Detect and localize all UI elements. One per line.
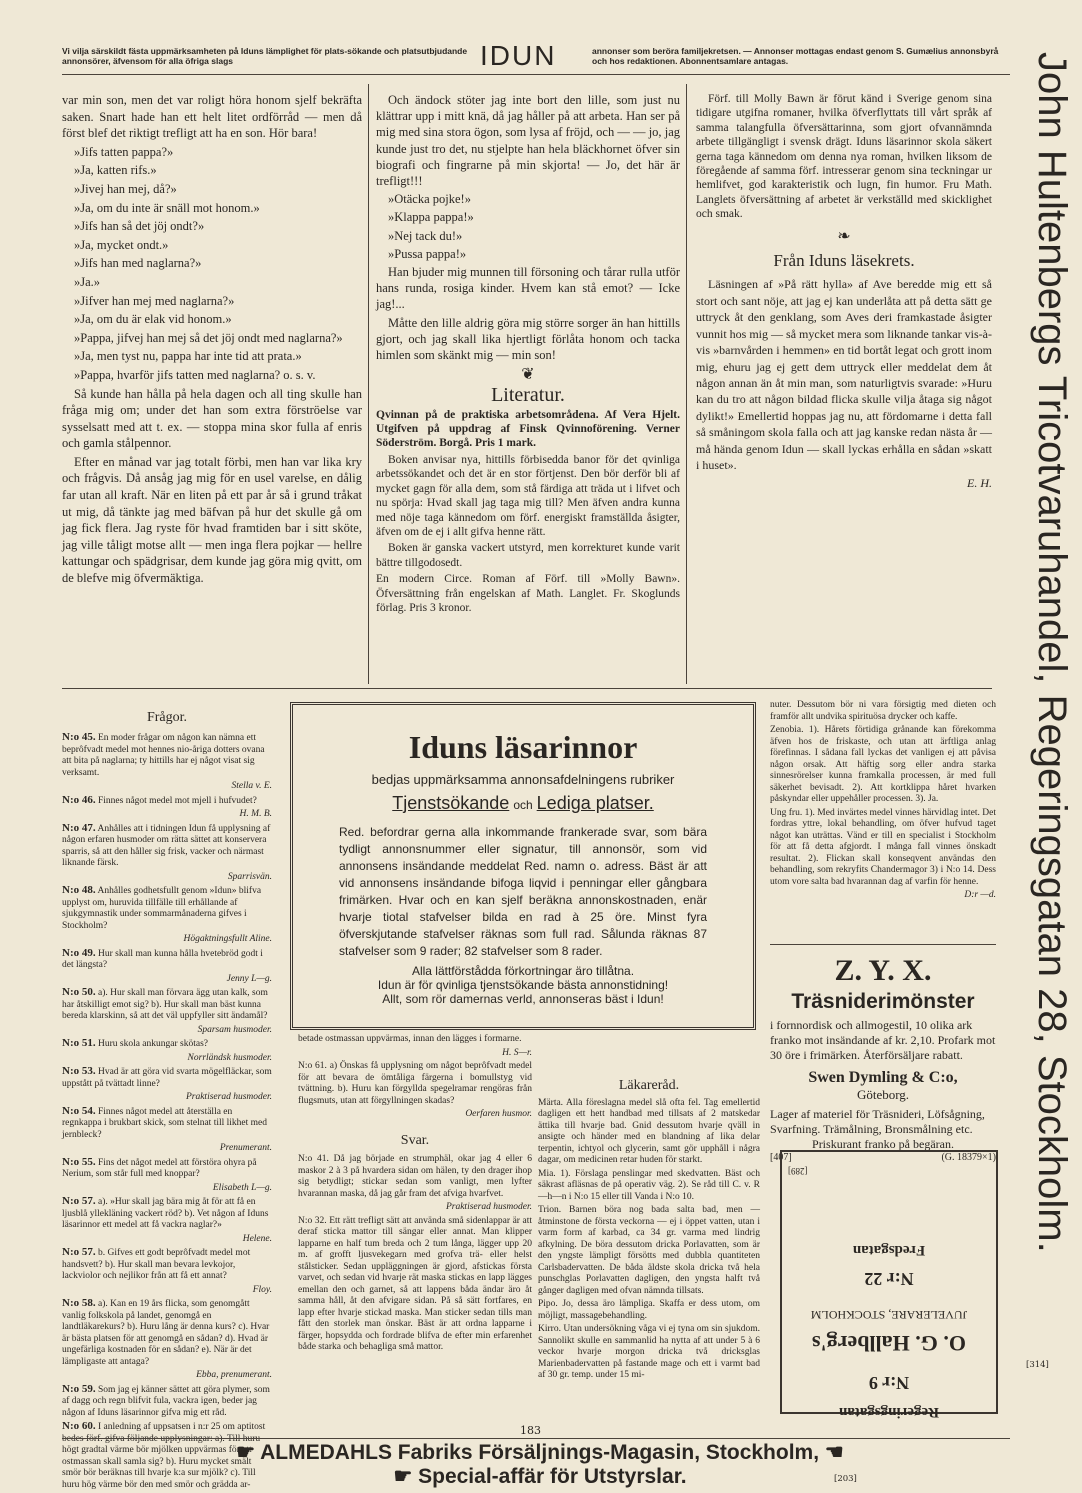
fragor-item-text: Fins det något medel att förstöra ohyra på Nerium, som står full med knoppar? bbox=[62, 1157, 257, 1179]
fragor-item bbox=[62, 987, 272, 1023]
zyx-advertisement bbox=[770, 954, 996, 1163]
story-p0: var min son, men det var roligt höra honom sjelf bekräfta saken. Snart hade han ett helt litet ordförråd — men då först blef det riktigt trefligt att ha en son. Hör bara! bbox=[62, 93, 362, 141]
lakare-item-1: Mia. 1). Förslaga penslingar med skedvatten. Bäst och säkrast afläsnas de på operativ väg. 2). Se råd till C. v. R—h—n i N:o 15 eller till Vanda i N:o 10. bbox=[538, 1168, 760, 1202]
footer-line1 bbox=[140, 1440, 940, 1465]
fragor-item-signature: Jenny L—g. bbox=[226, 973, 272, 984]
fragor-item-number: N:o 59. bbox=[62, 1382, 96, 1395]
fragor-item-number: N:o 48. bbox=[62, 884, 96, 896]
footer-ref: [203] bbox=[834, 1474, 857, 1484]
story-p9: »Jifver han mej med naglarna?» bbox=[74, 293, 235, 308]
story-p15: Efter en månad var jag totalt förbi, men han var lika kry och frågvis. Då ansåg jag mig för en usel varelse, en dålig far utan all kraft. När en liten på ett par år så i grund tråkat ut mig, då tänkte jag med bäfvan på hur det skulle gå om jag fick flera. Jag ryste för hvad framtiden bar i sitt sköte, jag ville tåligt motse allt — men inga flera pojkar — hellre kattungar och spädgrisar, dem kunde jag göra mig qvitt, om de blefve mig öfvermäktiga. bbox=[62, 454, 362, 586]
header-rule bbox=[62, 74, 1010, 75]
ad-box-subtitle: bedjas uppmärksamma annonsafdelningens rubriker bbox=[371, 772, 675, 787]
stamp-no2: N:r 9 bbox=[868, 1373, 910, 1393]
fragor-item-signature: Högaktningsfullt Aline. bbox=[183, 934, 272, 944]
right-column-bottom bbox=[770, 700, 996, 904]
zyx-rule bbox=[770, 944, 996, 945]
story2-column bbox=[376, 92, 680, 617]
story-p8: »Ja.» bbox=[74, 274, 101, 289]
fragor-item bbox=[62, 1384, 272, 1420]
hand-icon-right: ☚ bbox=[819, 1441, 844, 1464]
story-p7: »Jifs han med naglarna?» bbox=[74, 256, 202, 271]
column-rule-1 bbox=[368, 84, 369, 684]
svar-no61-sign: Oerfaren husmor. bbox=[465, 1109, 532, 1119]
fragor-column bbox=[62, 710, 272, 1493]
stamp-name: O. G. Hallberg's bbox=[812, 1331, 966, 1356]
footer-line2-text: Special-affär för Utstyrslar. bbox=[418, 1465, 687, 1488]
fragor-item bbox=[62, 1038, 272, 1051]
fragor-item-text: Huru skola ankungar skötas? bbox=[97, 1039, 208, 1049]
svar-no61: N:o 61. a) Önskas få upplysning om något beprôfvadt medel för att bevara de ömtåliga färgerna i bomullstyg vid tvättning. b). Huru kan förgyllda spegelramar rengöras från flugsmuts, utan att förgyllningen skadas? bbox=[298, 1061, 532, 1106]
header-right: annonser som beröra familjekretsen. — Annonser mottagas endast genom S. Gumælius annonsbyrå och hos redaktionen. Abonnentsamlare antagas. bbox=[592, 46, 999, 66]
rc-zenobia: Zenobia. 1). Hårets förtidiga grånande kan förekomma äfven hos de friskaste, och utan att ärftliga anlag förefinnas. I sådana fall lyckas det vanligen ej att påvisa någon orsak. Att häftig sorg eller andra starka sinnesrörelser kunna framkalla processen, är med full säkerhet bevisadt. 2). Att kortklippa håret hvarken påskyndar eller uppehåller processen. 3). Ja. bbox=[770, 725, 996, 804]
fragor-item bbox=[62, 1106, 272, 1142]
story2-p0: Och ändock stöter jag inte bort den lille, som just nu klättrar upp i mitt knä, då jag håller på att arbeta. Han ser på mig med sina stora ögon, som lysa af fröjd, och — — jo, jag kunde just tro det, nu stjelpte han hela bläckhornet öfver sin biografi och fingrarne på min skjorta! — Jo, det här är trefligt!!! bbox=[376, 93, 680, 189]
fragor-item-text: Anhålles godhetsfullt genom »Idun» blifva upplyst om, huruvida tillfälle till erhållande af sjukgymnastik under sommarmånaderna gifves i Stockholm? bbox=[62, 886, 262, 931]
fragor-item-text: a). »Hur skall jag bära mig åt för att få en ljusblå yllekläning vackert röd? b). Vet någon af Iduns läsarinnor ett medel att få vackra naglar?» bbox=[62, 1197, 269, 1230]
zyx-title: Z. Y. X. bbox=[834, 954, 932, 987]
lakare-item-4: Kirro. Utan undersökning våga vi ej tyna om sin sjukdom. Sannolikt skulle en sammanlid ha nytta af att under 5 à 6 veckor hvarje morgon dricka två dricksglas Marienbadervatten på fastande mage och ett i varmt bad af 30 gr. temp. under 15 mi- bbox=[538, 1324, 760, 1380]
zyx-ref1: [407] bbox=[770, 1152, 792, 1163]
fragor-item bbox=[62, 1157, 272, 1181]
fragor-item-number: N:o 58. bbox=[62, 1297, 96, 1309]
fragor-item bbox=[62, 732, 272, 779]
zyx-price: Priskurant franko på begäran. bbox=[812, 1137, 954, 1151]
story-p6: »Ja, mycket ondt.» bbox=[74, 237, 169, 252]
story2-p3: »Nej tack du!» bbox=[388, 228, 463, 243]
fragor-item-signature: Helene. bbox=[242, 1233, 272, 1244]
story-p11: »Pappa, jifvej han mej så det jöj ondt med naglarna?» bbox=[74, 330, 343, 345]
vertical-advertisement bbox=[1030, 52, 1074, 1253]
fragor-item bbox=[62, 795, 272, 808]
story-p14: Så kunde han hålla på hela dagen och all ting skulle han fråga mig om; under det han som extra förströelse var sysselsatt med att t. ex. — stoppa mina skor fulla af enris och gamla stålpennor. bbox=[62, 386, 362, 451]
fragor-title: Frågor. bbox=[146, 710, 188, 725]
svar-no32: N:o 32. Ett rätt trefligt sätt att använda små sidenlappar är att deraf sticka mattor till sängar eller annat. Man klipper lapparne en half tum breda och 2 tum långa, lägger upp 20 m. af grofft ljusvekegarn med grofva trä- eller helst stålsticker. Sedan uppläggningen är gjord, afstickas första varvet, och sedan vid hvarje rät maska stickas en lapp lägges emellan den och garnet, så att lappens båda ändar äro åt samma håll, åt den afvigare sidan. På så sätt fortfares, en lapp efter hvarje stickad maska. Man sticker sedan tills man fått den storlek man önskar. Bäst är att ordna lapparne i färger, hopsydda och fordrade blifva de efter min erfarenhet både starka och behagliga små mattor. bbox=[298, 1215, 532, 1352]
fragor-item-number: N:o 50. bbox=[62, 986, 96, 998]
fragor-item-text: Hur skall man kunna hålla hvetebröd godt i det längsta? bbox=[62, 948, 263, 970]
rubric-lediga-platser: Lediga platser. bbox=[536, 793, 654, 813]
fragor-item-number: N:o 47. bbox=[62, 821, 96, 834]
svar-no41-sign: Praktiserad husmoder. bbox=[445, 1202, 532, 1212]
column-rule-2 bbox=[686, 84, 687, 684]
story-p5: »Jifs han så det jöj ondt?» bbox=[74, 219, 205, 234]
secret-body: Läsningen af »På rätt hylla» af Ave beredde mig ett så stort och sant nöje, att jag ej kan underlåta att på detta sätt ge uttryck åt den genklang, som Aves deri framkastade åsigter vunnit hos mig — så mycket mera som liknande tankar vis-à-vis »barnvården i hemmen» en tid bortåt legat och grott inom mig, ehuru jag ej gett dem uttryck eller meddelat dem åt någon annan än åt min man, som naturligtvis svarade: »Huru kan du tro att någon bildad flicka skulle vilja åtaga sig något dylikt!» Emellertid hoppas jag nu, att fördomarne i detta fall så småningom skola falla och att jag kanske redan nästa år — må hända genom Idun — skall lyckas erhålla en sådan »skatt i huset». bbox=[696, 277, 992, 472]
story-p2: »Ja, katten rifs.» bbox=[74, 163, 157, 178]
ad-box-line3: Idun är för qvinliga tjenstsökande bästa annonstidning! bbox=[377, 978, 669, 992]
stamp-top: Regeringsgatan bbox=[839, 1404, 939, 1420]
fragor-item-signature: Elisabeth L—g. bbox=[212, 1182, 272, 1193]
fragor-item-text: I anledning af uppsatsen i n:r 25 om aptitost bedes förf. gifva följande upplysningar: a). Till huru högt gradtal värme bör mjölken uppvärmas för att ostmassan skall samla sig? b). Huru mycket smält smör bör beräknas till hvarje k:a sur mjölk? c). Till huru hög värme bör den med smör och grädda ar- bbox=[62, 1422, 266, 1490]
story-p12: »Ja, men tyst nu, pappa har inte tid att prata.» bbox=[74, 349, 302, 364]
svar-no41: N:o 41. Då jag började en strumphäl, okar jag 4 eller 6 maskor 2 à 3 på hvardera sidan om hälen, ty den drager ihop sig betydligt; stickar sedan som vanligt, men lyfter hvarannan maska, då jag går fram det afviga hvarfvet. bbox=[298, 1154, 532, 1199]
story2-p6: Måtte den lille aldrig göra mig större sorger än han hittills gjort, och jag skall lika hjertligt förlåta honom och tacka himlen som skänkt mig — min son! bbox=[376, 315, 680, 363]
fragor-item bbox=[62, 1247, 272, 1283]
story-p10: »Ja, om du är elak vid honom.» bbox=[74, 312, 232, 327]
fragor-item-number: N:o 46. bbox=[62, 793, 96, 806]
lakare-item-0: Märta. Alla föreslagna medel slå ofta fel. Tag emellertid dagligen ett hett handbad med tillsats af 2 matskedar ättika till hvarje bad. Gnid dessutom hvarje qväll in ansigte och händer med en blandning af lika delar terpentin, ichtyol och glycerin, samt gör upphåll i några dagar, om medicinen retar huden för starkt. bbox=[538, 1097, 760, 1165]
zyx-heading: Träsniderimönster bbox=[791, 990, 975, 1013]
hallberg-stamp-ad bbox=[780, 1150, 998, 1420]
ad-box-line2: Alla lättförstådda förkortningar äro tillåtna. bbox=[411, 964, 635, 978]
fragor-item-number: N:o 57. bbox=[62, 1195, 96, 1207]
iduns-lasarinnor-box bbox=[290, 702, 756, 1030]
fragor-item-signature: Praktiserad husmoder. bbox=[185, 1092, 272, 1102]
mid-rule bbox=[62, 688, 992, 689]
molly-bawn-text: Förf. till Molly Bawn är förut känd i Sverige genom sina tidigare utgifna romaner, hvilka öfverflyttats till vårt språk af samma talangfulla öfversättarinna, som gjort ofvannämnda arbete tillgängligt i svensk drägt. Iduns läsarinnor skola säkert gerna taga kännedom om denna nya roman, hvilken liksom de föregående af samma förf. intresserar genom sina teckningar ur hemlifvet, god karakteristik och lugn, fin humor. Fru Math. Langlets öfversättning af arbetet är verkställd med skicklighet och smak. bbox=[696, 93, 992, 221]
svar-column bbox=[298, 1034, 532, 1356]
story2-p5: Han bjuder mig munnen till försoning och tårar rulla utför hans runda, rosiga kinder. Hvem kan stå emot? — Icke jag!... bbox=[376, 265, 680, 312]
literature-item-3: En modern Circe. Roman af Förf. till »Molly Bawn». Öfversättning från engelskan af Math. Langlet. Fr. Skoglunds förlag. Pris 3 kronor. bbox=[376, 573, 680, 614]
story-column bbox=[62, 92, 362, 589]
zyx-text: i fornnordisk och allmogestil, 10 olika ark franko mot insändande af kr. 2,10. Profark mot 30 öre i frimärken. Återförsäljare rabatt. bbox=[770, 1018, 996, 1062]
fragor-item-signature: Norrländsk husmoder. bbox=[187, 1052, 272, 1063]
literature-item-1: Boken anvisar nya, hittills förbisedda banor för det qvinliga arbetssökandet och det är en stor förtjenst. Den bör derför bli af mycket gagn för alla dem, som stå färdiga att träda ut i lifvet och nu spörja: Hvad skall jag taga mig till? Men äfven andra kunna med nöje taga kännedom om förf. energiskt framställda åsigter, äfven om de ej i allt gifva henne rätt. bbox=[376, 453, 680, 538]
fragor-item-text: a). Kan en 19 års flicka, som genomgått vanlig folkskola på landet, genomgå en landtläkarekurs? b). Huru lång är denna kurs? c). Hvar är bästa platsen för att genomgå en sådan? d). Hvad är ungefärliga kostnaden för en sådan? e). När är det lämpligaste att antaga? bbox=[62, 1299, 270, 1367]
literature-item-0: Qvinnan på de praktiska arbetsområdena. Af Vera Hjelt. Utgifven på uppdrag af Finsk Qvinnoförening. Verner Söderström. Borgå. Pris 1 mark. bbox=[376, 408, 680, 450]
right-column-top bbox=[696, 92, 992, 492]
fragor-item-text: Finnes något medel att återställa en regnkappa i brukbart skick, som stelnat till likhet med jernbleck? bbox=[62, 1106, 267, 1140]
footer-rule bbox=[62, 1438, 1010, 1439]
ornament-leaf: ❧ bbox=[837, 227, 851, 245]
page-number: 183 bbox=[520, 1424, 541, 1437]
story2-p4: »Pussa pappa!» bbox=[388, 246, 467, 261]
vertical-ad-ref: [314] bbox=[1026, 1360, 1049, 1370]
footer-line2 bbox=[180, 1464, 900, 1489]
fragor-item-text: Anhålles att i tidningen Idun få upplysning af någon erfaren husmoder om rätta sättet att konservera sparris, så att den håller sig frisk, vacker och närmast liknande färsk. bbox=[62, 823, 271, 868]
fragor-item-signature: Stella v. E. bbox=[231, 781, 272, 791]
fragor-item bbox=[62, 1196, 272, 1232]
svar-pre: betade ostmassan uppvärmas, innan den lägges i formarne. bbox=[298, 1034, 522, 1044]
fragor-item bbox=[62, 1066, 272, 1090]
zyx-ref2: (G. 18379×1) bbox=[941, 1152, 996, 1163]
fragor-item-number: N:o 54. bbox=[62, 1104, 96, 1117]
fragor-item-number: N:o 57. bbox=[62, 1246, 96, 1258]
ad-box-title: Iduns läsarinnor bbox=[408, 729, 638, 765]
fragor-item-signature: Ebba, prenumerant. bbox=[196, 1370, 272, 1380]
svar-pre-sign: H. S—r. bbox=[502, 1047, 532, 1058]
fragor-item-text: Som jag ej känner sättet att göra plymer, som af dagg och regn blifvit fula, vackra igen, beder jag någon af Iduns läsarinnor gifva mig ett råd. bbox=[62, 1384, 270, 1418]
rc-sign: D:r —d. bbox=[964, 890, 996, 900]
lakare-item-2: Trion. Barnen böra nog bada salta bad, men — åtminstone de första veckorna — ej i öppet vatten, utan i varm form af karbad, ca 34 gr. varma med lindrig afkylning. De böra dessutom dricka Porlavatten, som är den yngste lämpligt försötts med dubbla quantiteten Carlsbadervatten. De båda äldste skola dricka två hela punschglas Porlavatten dagligen, den yngsta halft två gånger dagligen med ofvan nämnda tillsats. bbox=[538, 1205, 760, 1296]
fragor-item-signature: Sparrisvän. bbox=[227, 871, 272, 882]
fragor-item-number: N:o 49. bbox=[62, 946, 96, 959]
rc-text: nuter. Dessutom bör ni vara försigtig med dieten och framför allt undvika spirituösa drycker och kaffe. bbox=[770, 700, 996, 722]
stamp-bottom: Fredsgatan bbox=[852, 1242, 926, 1258]
zyx-city: Göteborg. bbox=[856, 1087, 910, 1102]
literature-item-2: Boken är ganska vackert utstyrd, men korrekturet kunde varit bättre tillgodosedt. bbox=[376, 542, 680, 569]
fragor-item-number: N:o 51. bbox=[62, 1037, 96, 1049]
rubric-tjenstsokande: Tjenstsökande bbox=[392, 793, 510, 813]
footer-line1-text: ALMEDAHLS Fabriks Försäljnings-Magasin, Stockholm, bbox=[260, 1441, 820, 1464]
fragor-item-number: N:o 45. bbox=[62, 731, 96, 743]
fragor-item-text: En moder frågar om någon kan nämna ett beprôfvadt medel mot hennes nio-åriga dotters ovana att bita på naglarna; ty hittills har ej något visat sig verksamt. bbox=[62, 733, 265, 778]
story-p3: »Jivej han mej, då?» bbox=[74, 181, 177, 196]
story2-p1: »Otäcka pojke!» bbox=[388, 192, 471, 207]
fragor-item-signature: Floy. bbox=[252, 1284, 272, 1295]
fragor-item-signature: Sparsam husmoder. bbox=[197, 1024, 272, 1035]
header-left: Vi vilja särskildt fästa uppmärksamheten på Iduns lämplighet för plats-sökande och platsutbjudande annonsörer, äfvensom för alla öfriga slags bbox=[62, 46, 468, 66]
stamp-trade: JUVELERARE, STOCKHOLM bbox=[810, 1308, 968, 1322]
fragor-item bbox=[62, 1298, 272, 1368]
fragor-item-text: a). Hur skall man förvara ägg utan kalk, som har åtskilligt emot sig? b). Hur skall man bäst kunna bereda klarskinn, så att det väl uppfyller sitt ändamål? bbox=[62, 988, 268, 1021]
story-p4: »Ja, om du inte är snäll mot honom.» bbox=[74, 200, 260, 215]
fragor-item-signature: Prenumerant. bbox=[219, 1143, 272, 1153]
fragor-item-number: N:o 55. bbox=[62, 1155, 96, 1168]
fragor-item-text: Hvad är att göra vid svarta mögelfläckar, som uppstått på tvättadt linne? bbox=[62, 1067, 272, 1089]
fragor-item-text: b. Gifves ett godt beprôfvadt medel mot handsvett? b). Hur skall man bevara levkojor, lackviolor och nejlikor från att få ett annat? bbox=[62, 1248, 251, 1281]
vertical-ad-text: John Hultenbergs Tricotvaruhandel, Regeringsgatan 28, Stockholm. bbox=[1030, 52, 1074, 1253]
ornament-divider: ❦ bbox=[521, 366, 535, 384]
hand-icon-2: ☛ bbox=[393, 1465, 419, 1488]
story-p1: »Jifs tatten pappa?» bbox=[74, 144, 174, 159]
lakare-column bbox=[538, 1034, 760, 1384]
fragor-item bbox=[62, 948, 272, 972]
ad-box-line4: Allt, som rör damernas verld, annonseras bäst i Idun! bbox=[382, 992, 664, 1006]
fragor-list bbox=[62, 732, 272, 1491]
fragor-item-signature: H. M. B. bbox=[239, 809, 272, 819]
secret-title: Från Iduns läsekrets. bbox=[773, 251, 915, 271]
fragor-item-number: N:o 60. bbox=[62, 1420, 96, 1432]
zyx-text2: Lager af materiel för Träsnideri, Löfsågning, Svarfning. Trämålning, Bronsmålning etc. bbox=[770, 1107, 985, 1136]
story2-p2: »Klappa pappa!» bbox=[388, 210, 474, 225]
hand-icon: ☛ bbox=[236, 1441, 261, 1464]
stamp-ref: [289] bbox=[788, 1166, 808, 1176]
secret-signature: E. H. bbox=[967, 476, 992, 491]
fragor-item-number: N:o 53. bbox=[62, 1065, 96, 1077]
stamp-no1: N:r 22 bbox=[864, 1269, 914, 1289]
fragor-item bbox=[62, 885, 272, 932]
literature-title: Literatur. bbox=[491, 384, 565, 407]
ad-box-body: Red. befordrar gerna alla inkommande frankerade svar, som bära tydligt annonsnummer eller signatur, till annonsör, som vid annonsens insändande meddelat Red. namn o. adress. Bäst är att vid annonsens insändande bifoga liqvid i penningar eller gångbara frimärken. Hvar och en kan sjelf beräkna annonskostnaden, enär hvarje tiotal stafvelser bilda en rad à 25 öre. Minst fyra öfverskjutande stafvelser räknas som full rad. Sålunda räknas 87 stafvelser som 9 rader; 82 stafvelser som 8 rader. bbox=[339, 825, 707, 958]
fragor-item bbox=[62, 823, 272, 870]
masthead-title: IDUN bbox=[480, 40, 557, 71]
lakare-title: Läkareråd. bbox=[618, 1078, 680, 1093]
fragor-item-text: Finnes något medel mot mjell i hufvudet? bbox=[97, 795, 257, 806]
lakare-item-3: Pipo. Jo, dessa äro lämpliga. Skaffa er dess utom, om möjligt, massagebehandling. bbox=[538, 1299, 760, 1321]
zyx-company: Swen Dymling & C:o, bbox=[808, 1069, 958, 1086]
story-p13: »Pappa, hvarför jifs tatten med naglarna? o. s. v. bbox=[74, 367, 316, 382]
rubric-and: och bbox=[513, 798, 533, 812]
rc-ungfru: Ung fru. 1). Med invärtes medel vinnes härvidlag intet. Det fordras yttre, lokal behandling, om öfver hufvud taget något kan uträttas. Vänd er till en specialist i Stockholm för att få detta afgjordt. I många fall vinnes önskadt resultat. 2). Flickan skall konseqvent användas den behandling, som rekryfits Chandermagor 3) i N:o 14. Dess utom vore salta bad hvarannan dag af varfin för henne. bbox=[770, 807, 996, 887]
svar-title: Svar. bbox=[400, 1132, 430, 1148]
